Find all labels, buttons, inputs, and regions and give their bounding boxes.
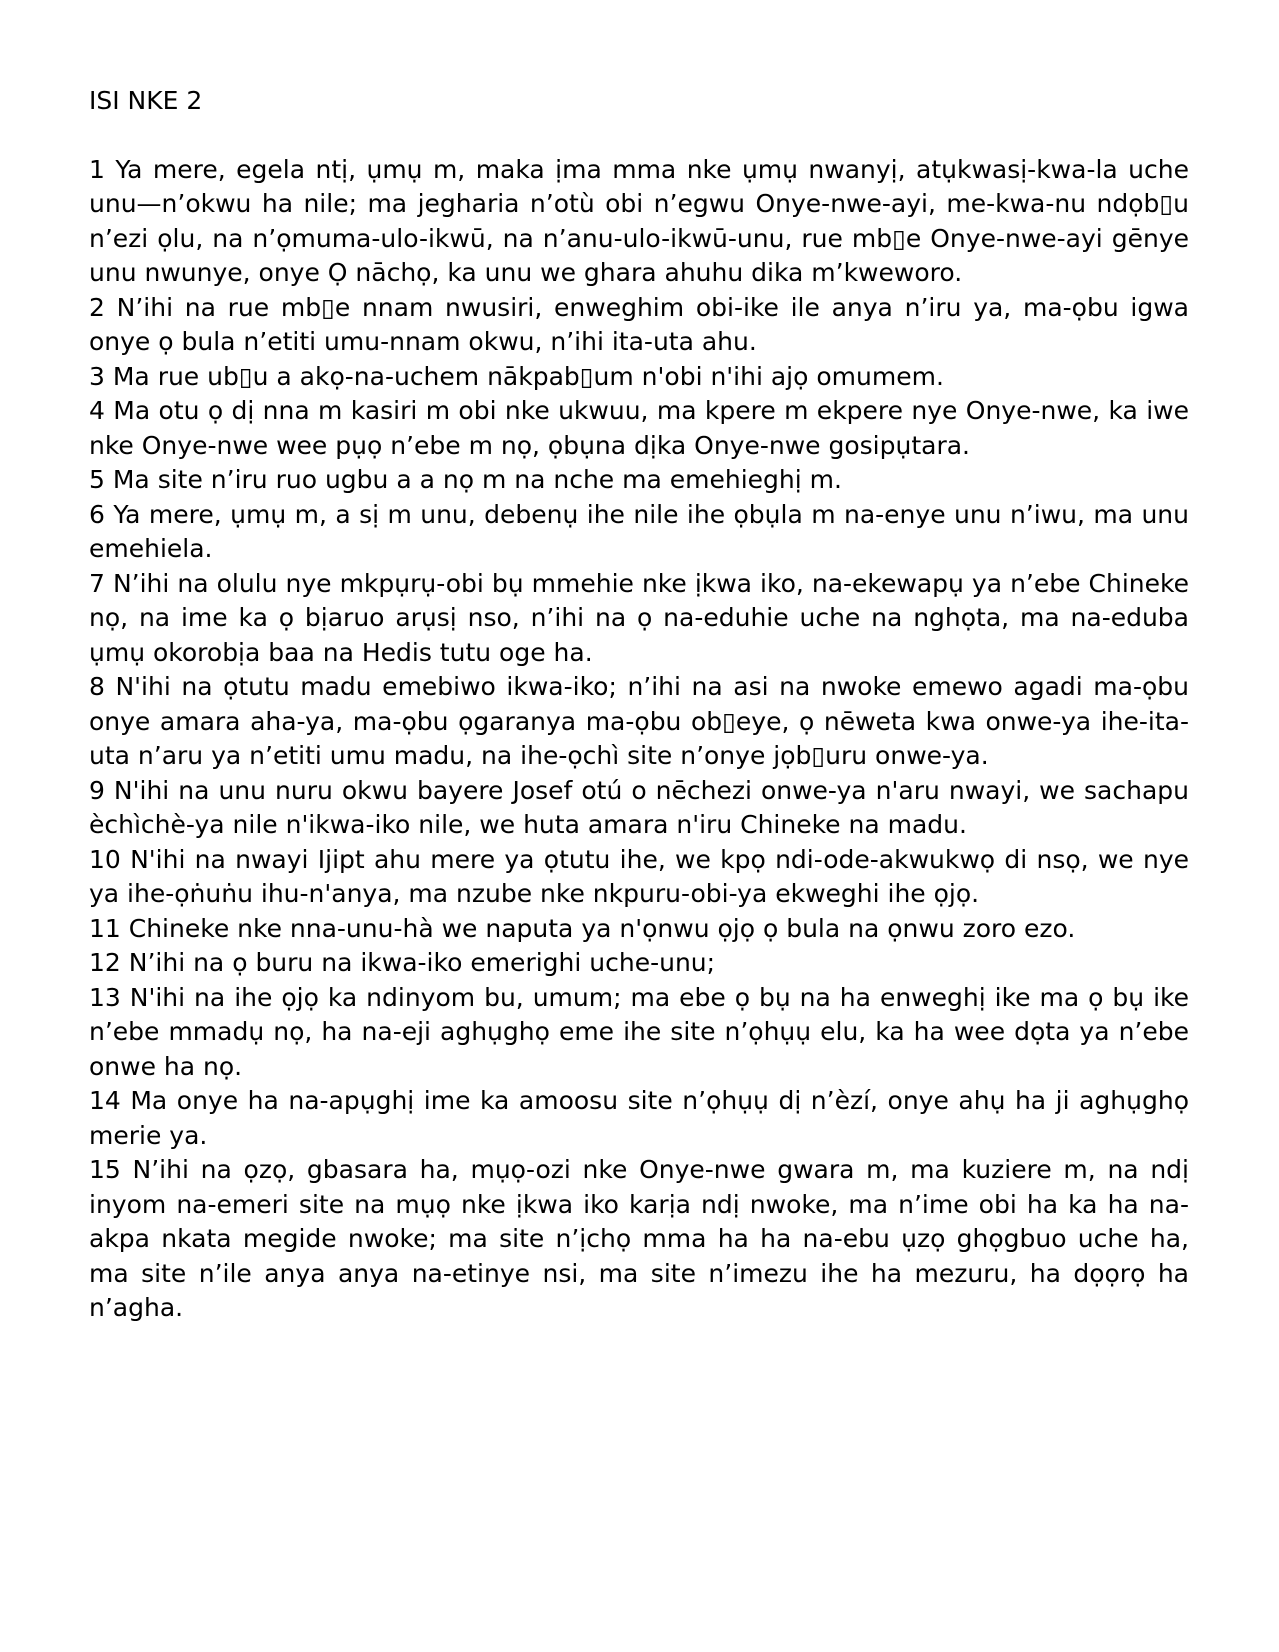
verse-11: 11 Chineke nke nna-unu-hà we naputa ya n'ọnwu ọjọ ọ bula na ọnwu zoro ezo.	[89, 913, 1076, 943]
verse-3: 3 Ma rue ub▯u a akọ-na-uchem nākpab▯um n'obi n'ihi ajọ omumem.	[89, 361, 944, 391]
verse-13: 13 N'ihi na ihe ọjọ ka ndinyom bu, umum; ma ebe ọ bụ na ha enweghị ike ma ọ bụ ike n’ebe mmadụ nọ, ha na-eji aghụghọ eme ihe site n’ọhụụ elu, ka ha wee dọta ya n’ebe onwe ha nọ.	[89, 982, 1189, 1081]
document-page	[89, 84, 1189, 1326]
verse-1: 1 Ya mere, egela ntị, ụmụ m, maka ịma mma nke ụmụ nwanyị, atụkwasị-kwa-la uche unu—n’okwu ha nile; ma jegharia n’otù obi n’egwu Onye-nwe-ayi, me-kwa-nu ndọb▯u n’ezi ọlu, na n’ọmuma-ulo-ikwū, na n’anu-ulo-ikwū-unu, rue mb▯e Onye-nwe-ayi gēnye unu nwunye, onye Ọ nāchọ, ka unu we ghara ahuhu dika m’kweworo.	[89, 154, 1189, 287]
verse-9: 9 N'ihi na unu nuru okwu bayere Josef otú o nēchezi onwe-ya n'aru nwayi, we sachapu èchìchè-ya nile n'ikwa-iko nile, we huta amara n'iru Chineke na madu.	[89, 775, 1189, 839]
verse-2: 2 N’ihi na rue mb▯e nnam nwusiri, enweghim obi-ike ile anya n’iru ya, ma-ọbu igwa onye ọ bula n’etiti umu-nnam okwu, n’ihi ita-uta ahu.	[89, 292, 1189, 356]
verse-15: 15 N’ihi na ọzọ, gbasara ha, mụọ-ozi nke Onye-nwe gwara m, ma kuziere m, na ndị inyom na-emeri site na mụọ nke ịkwa iko karịa ndị nwoke, ma n’ime obi ha ka ha na-akpa nkata megide nwoke; ma site n’ịchọ mma ha ha na-ebu ụzọ ghọgbuo uche ha, ma site n’ile anya anya na-etinye nsi, ma site n’imezu ihe ha mezuru, ha dọọrọ ha n’agha.	[89, 1155, 1189, 1322]
verse-10: 10 N'ihi na nwayi Ijipt ahu mere ya ọtutu ihe, we kpọ ndi-ode-akwukwọ di nsọ, we nye ya ihe-ọṅuṅu ihu-n'anya, ma nzube nke nkpuru-obi-ya ekweghi ihe ọjọ.	[89, 844, 1189, 908]
chapter-title: ISI NKE 2	[89, 86, 203, 115]
verse-6: 6 Ya mere, ụmụ m, a sị m unu, debenụ ihe nile ihe ọbụla m na-enye unu n’iwu, ma unu emehiela.	[89, 499, 1189, 563]
verse-14: 14 Ma onye ha na-apụghị ime ka amoosu site n’ọhụụ dị n’èzí, onye ahụ ha ji aghụghọ merie ya.	[89, 1086, 1189, 1150]
verse-7: 7 N’ihi na olulu nye mkpụrụ-obi bụ mmehie nke ịkwa iko, na-ekewapụ ya n’ebe Chineke nọ, na ime ka ọ bịaruo arụsị nso, n’ihi na ọ na-eduhie uche na nghọta, ma na-eduba ụmụ okorobịa baa na Hedis tutu oge ha.	[89, 568, 1189, 667]
verse-5: 5 Ma site n’iru ruo ugbu a a nọ m na nche ma emehieghị m.	[89, 465, 842, 494]
verse-8: 8 N'ihi na ọtutu madu emebiwo ikwa-iko; n’ihi na asi na nwoke emewo agadi ma-ọbu onye amara aha-ya, ma-ọbu ọgaranya ma-ọbu ob▯eye, ọ nēweta kwa onwe-ya ihe-ita-uta n’aru ya n’etiti umu madu, na ihe-ọchì site n’onye jọb▯uru onwe-ya.	[89, 672, 1189, 770]
verse-list	[89, 153, 1189, 1326]
verse-4: 4 Ma otu ọ dị nna m kasiri m obi nke ukwuu, ma kpere m ekpere nye Onye-nwe, ka iwe nke Onye-nwe wee pụọ n’ebe m nọ, ọbụna dịka Onye-nwe gosipụtara.	[89, 396, 1189, 460]
verse-12: 12 N’ihi na ọ buru na ikwa-iko emerighi uche-unu;	[89, 948, 716, 977]
